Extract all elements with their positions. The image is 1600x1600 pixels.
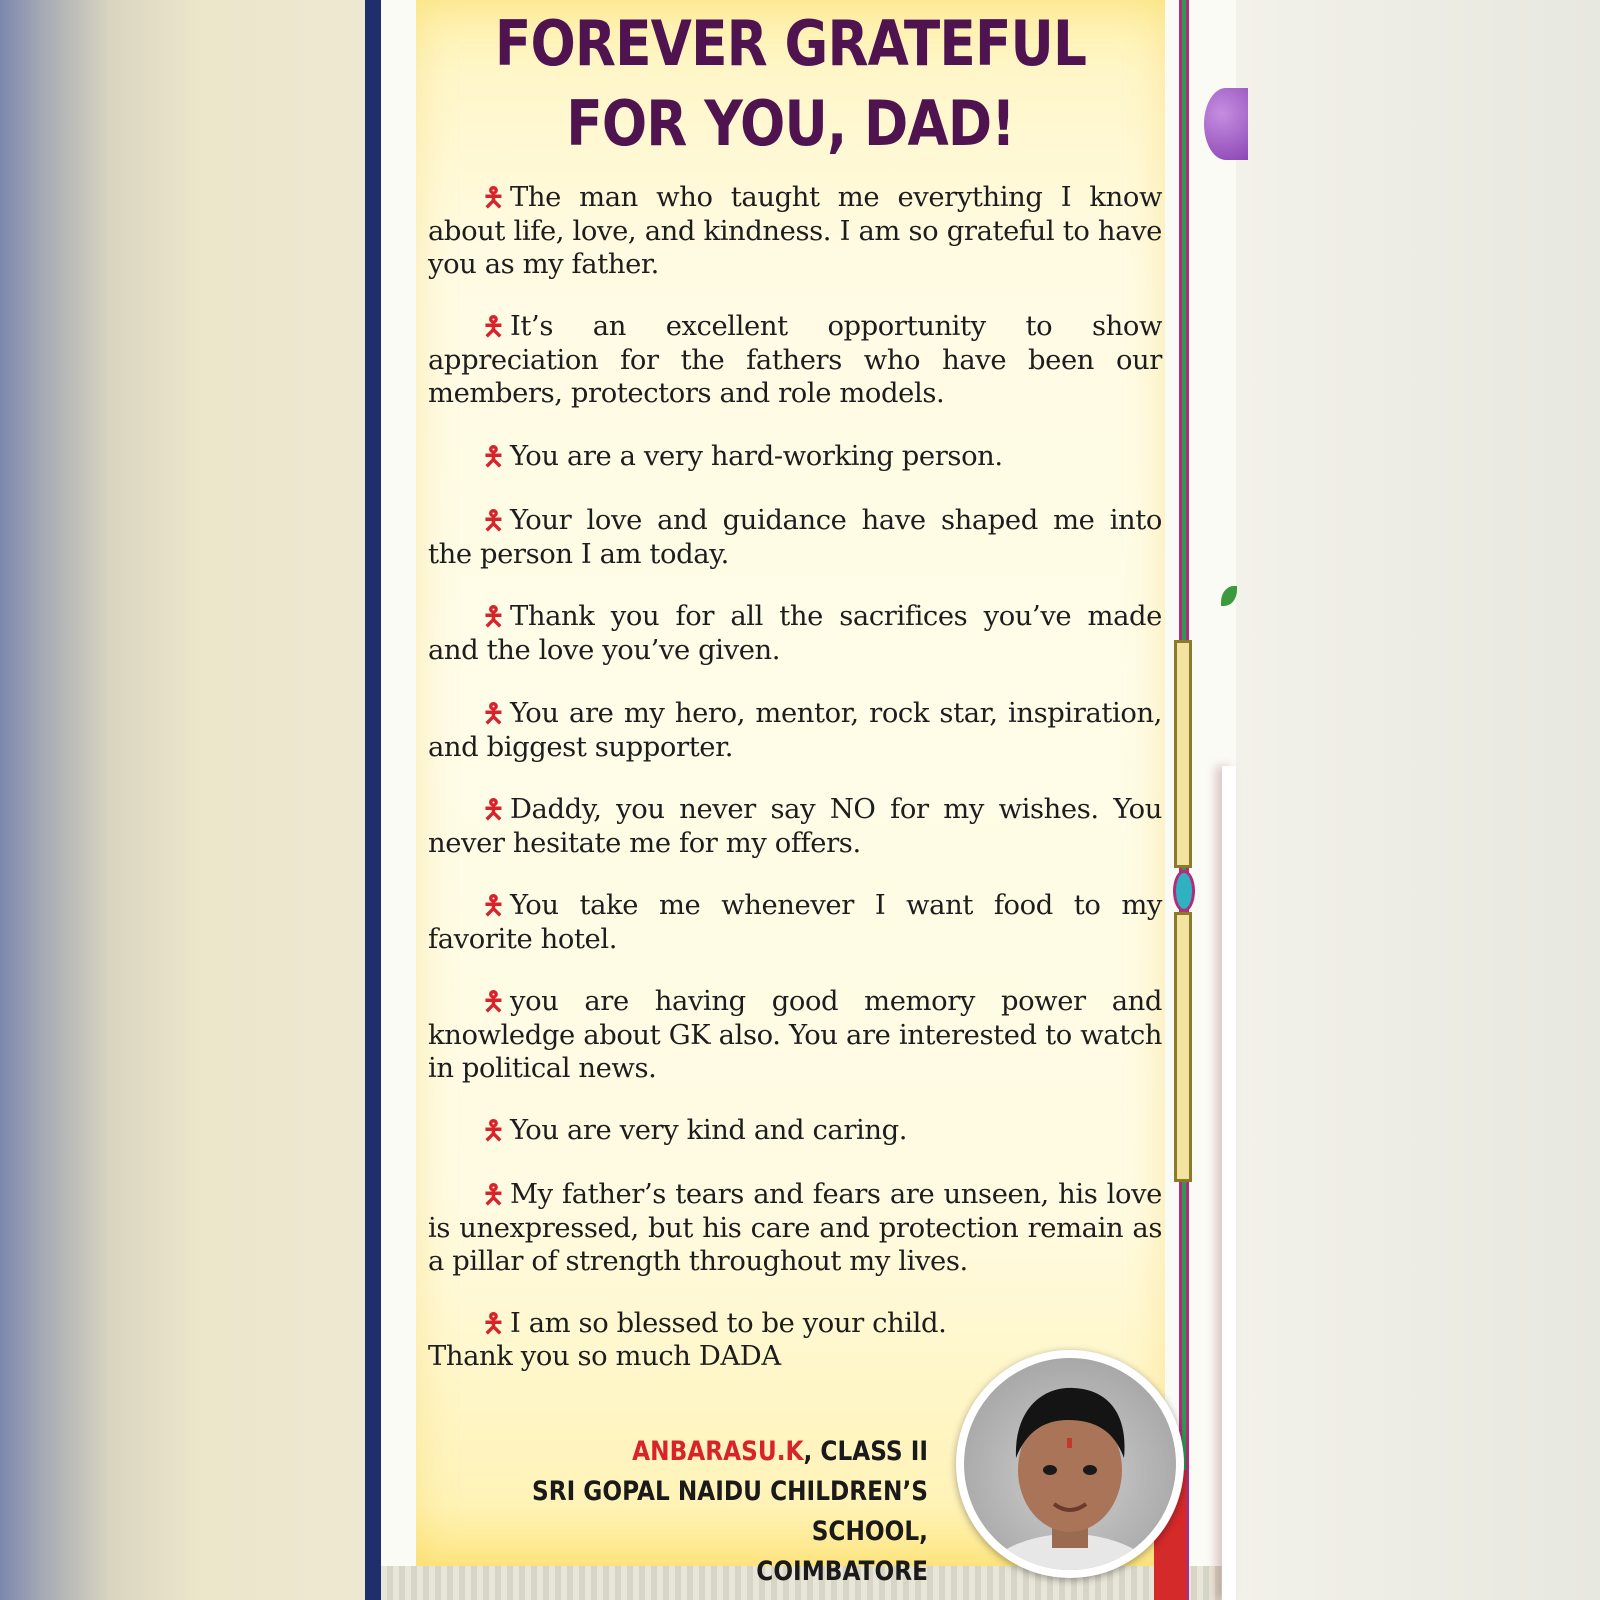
paragraph-6: 🯅 You are my hero, mentor, rock star, inspiration, and biggest supporter. [428, 698, 1162, 763]
title-line-1: FOREVER GRATEFUL [494, 7, 1087, 80]
school-city: COIMBATORE [756, 1556, 928, 1587]
balloon-icon [1204, 88, 1248, 160]
page-title [468, 4, 1112, 164]
decorative-gold-bar [1174, 640, 1192, 868]
red-figure-icon: 🯅 [482, 795, 505, 825]
adjacent-panel [1222, 766, 1236, 1600]
student-photo [956, 1350, 1184, 1578]
paragraph-8: 🯅 You take me whenever I want food to my favorite hotel. [428, 890, 1162, 955]
paragraph-9: 🯅 you are having good memory power and knowledge about GK also. You are interested to watch in political news. [428, 986, 1162, 1084]
paragraph-5: 🯅 Thank you for all the sacrifices you’ve made and the love you’ve given. [428, 601, 1162, 666]
decorative-gold-bar-lower [1174, 912, 1192, 1182]
student-photo-image [964, 1358, 1176, 1570]
red-figure-icon: 🯅 [482, 602, 505, 632]
child-portrait-icon [964, 1358, 1176, 1570]
red-figure-icon: 🯅 [482, 312, 505, 342]
red-figure-icon: 🯅 [482, 1116, 505, 1146]
signature-block [508, 1432, 928, 1592]
red-figure-icon: 🯅 [482, 987, 505, 1017]
background-right [1236, 0, 1600, 1600]
red-figure-icon: 🯅 [482, 699, 505, 729]
red-figure-icon: 🯅 [482, 891, 505, 921]
signature-name-line [508, 1432, 928, 1472]
student-name: ANBARASU.K [632, 1436, 804, 1467]
paragraph-11: 🯅 My father’s tears and fears are unseen, his love is unexpressed, but his care and protection remain as a pillar of strength throughout my lives. [428, 1179, 1162, 1277]
red-figure-icon: 🯅 [482, 1309, 505, 1339]
paragraph-7: 🯅 Daddy, you never say NO for my wishes. You never hesitate me for my offers. [428, 794, 1162, 859]
school-name: SRI GOPAL NAIDU CHILDREN’S SCHOOL, [531, 1476, 928, 1547]
paragraph-3: 🯅 You are a very hard-working person. [482, 441, 1003, 472]
student-class: , CLASS II [803, 1436, 928, 1467]
red-figure-icon: 🯅 [482, 506, 505, 536]
title-line-2: FOR YOU, DAD! [566, 87, 1015, 160]
red-figure-icon: 🯅 [482, 183, 505, 213]
paragraph-2: 🯅 It’s an excellent opportunity to show appreciation for the fathers who have been our members, protectors and role models. [428, 311, 1162, 409]
navy-border [365, 0, 381, 1600]
paragraph-12: 🯅 I am so blessed to be your child. [482, 1308, 947, 1339]
red-figure-icon: 🯅 [482, 1180, 505, 1210]
decorative-gem [1173, 870, 1195, 912]
paragraph-1: 🯅 The man who taught me everything I know about life, love, and kindness. I am so grateful to have you as my father. [428, 182, 1162, 280]
red-figure-icon: 🯅 [482, 442, 505, 472]
closing-line: Thank you so much DADA [428, 1341, 781, 1372]
background-left [0, 0, 365, 1600]
paragraph-10: 🯅 You are very kind and caring. [482, 1115, 908, 1146]
paragraph-4: 🯅 Your love and guidance have shaped me into the person I am today. [428, 505, 1162, 570]
